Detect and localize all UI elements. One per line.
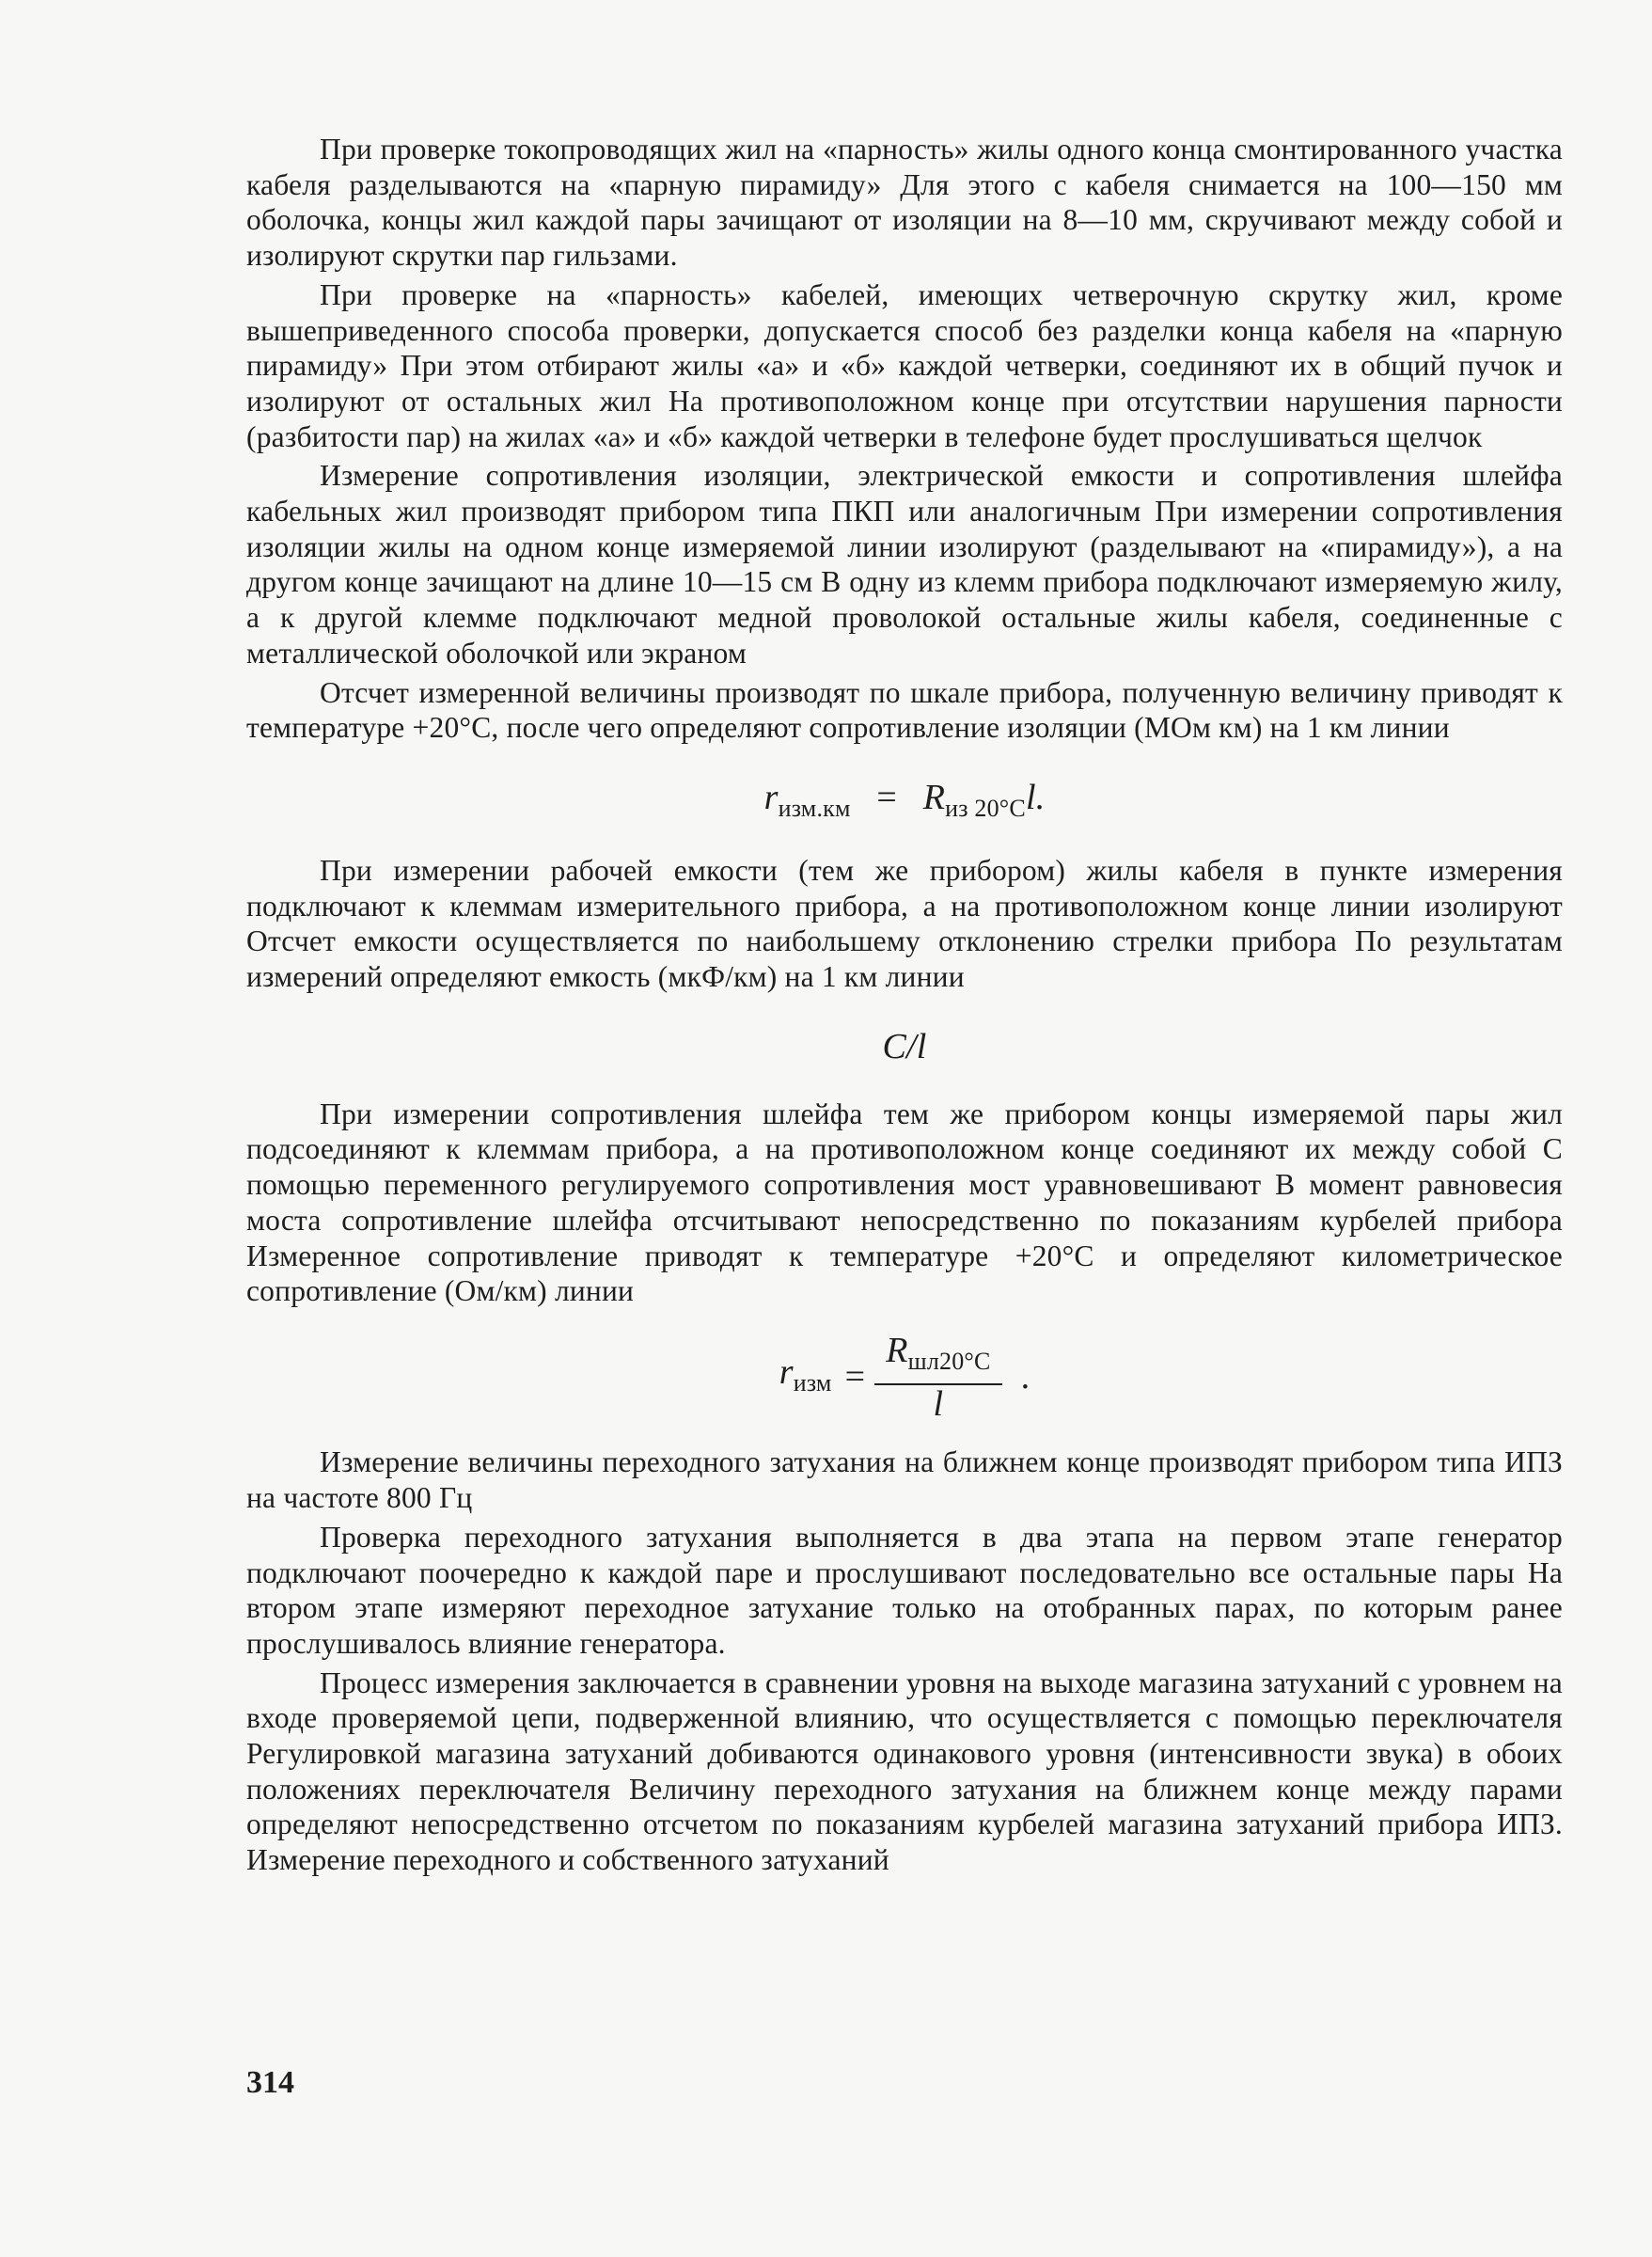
paragraph: Отсчет измеренной величины производят по шкале прибора, полученную величину приводят к температуре +20°С, после чего определяют сопротивление изоляции (МОм км) на 1 км линии — [246, 675, 1563, 745]
page-number: 314 — [246, 2065, 294, 2100]
paragraph: Процесс измерения заключается в сравнении уровня на выходе магазина затуханий с уровнем на входе проверяемой цепи, подверженной влиянию, что осуществляется с помощью переключателя Регулировкой магазина затуханий добиваются одинакового уровня (интенсивности звука) в обоих положениях переключателя Величину переходного затухания на ближнем конце между парами определяют непосредственно отсчетом по показаниям курбелей магазина затуханий прибора ИПЗ. Измерение переходного и собственного затуханий — [246, 1665, 1563, 1877]
paragraph: Измерение сопротивления изоляции, электрической емкости и сопротивления шлейфа кабельных жил производят прибором типа ПКП или аналогичным При измерении сопротивления изоляции жилы на одном конце измеряемой линии изолируют (разделывают на «пирамиду»), а на другом конце зачищают на длине 10—15 см В одну из клемм прибора подключают измеряемую жилу, а к другой клемме подключают медной проволокой остальные жилы кабеля, соединенные с металлической оболочкой или экраном — [246, 459, 1563, 670]
paragraph: При проверке на «парность» кабелей, имеющих четверочную скрутку жил, кроме вышеприведенного способа проверки, допускается способ без разделки конца кабеля на «парную пирамиду» При этом отбирают жилы «а» и «б» каждой четверки, соединяют их в общий пучок и изолируют от остальных жил На противоположном конце при отсутствии нарушения парности (разбитости пар) на жилах «а» и «б» каждой четверки в телефоне будет прослушиваться щелчок — [246, 277, 1563, 453]
fraction: $\frac{R_{шл20^\circ С}}{l}$ — [874, 1334, 1001, 1422]
paragraph: При измерении сопротивления шлейфа тем же прибором концы измеряемой пары жил подсоединяют к клеммам прибора, а на противоположном конце соединяют их между собой С помощью переменного регулируемого сопротивления мост уравновешивают В момент равновесия моста сопротивление шлейфа отсчитывают непосредственно по показаниям курбелей прибора Измеренное сопротивление приводят к температуре +20°С и определяют километрическое сопротивление (Ом/км) линии — [246, 1097, 1563, 1308]
formula-loop-resistance: $r_{изм}$ = $\frac{R_{шл20^\circ С}}{l}$ . — [779, 1330, 1031, 1424]
paragraph: Измерение величины переходного затухания на ближнем конце производят прибором типа ИПЗ на частоте 800 Гц — [246, 1445, 1563, 1515]
formula-insulation-resistance: $r_{изм.км} = R_{из 20^\circ С}l$. — [763, 777, 1046, 822]
paragraph: При проверке токопроводящих жил на «парность» жилы одного конца смонтированного участка кабеля разделываются на «парную пирамиду» Для этого с кабеля снимается на 100—150 мм оболочка, концы жил каждой пары зачищают от изоляции на 8—10 мм, скручивают между собой и изолируют скрутки пар гильзами. — [246, 133, 1563, 273]
paragraph: При измерении рабочей емкости (тем же прибором) жилы кабеля в пункте измерения подключают к клеммам измерительного прибора, а на противоположном конце линии изолируют Отсчет емкости осуществляется по наибольшему отклонению стрелки прибора По результатам измерений определяют емкость (мкФ/км) на 1 км линии — [246, 853, 1563, 994]
page-body — [246, 132, 1563, 1882]
paragraph: Проверка переходного затухания выполняется в два этапа на первом этапе генератор подключают поочередно к каждой паре и прослушивают последовательно все остальные пары На втором этапе измеряют переходное затухание только на отобранных парах, по которым ранее прослушивалось влияние генератора. — [246, 1520, 1563, 1660]
formula-capacitance: C/l — [882, 1026, 927, 1066]
